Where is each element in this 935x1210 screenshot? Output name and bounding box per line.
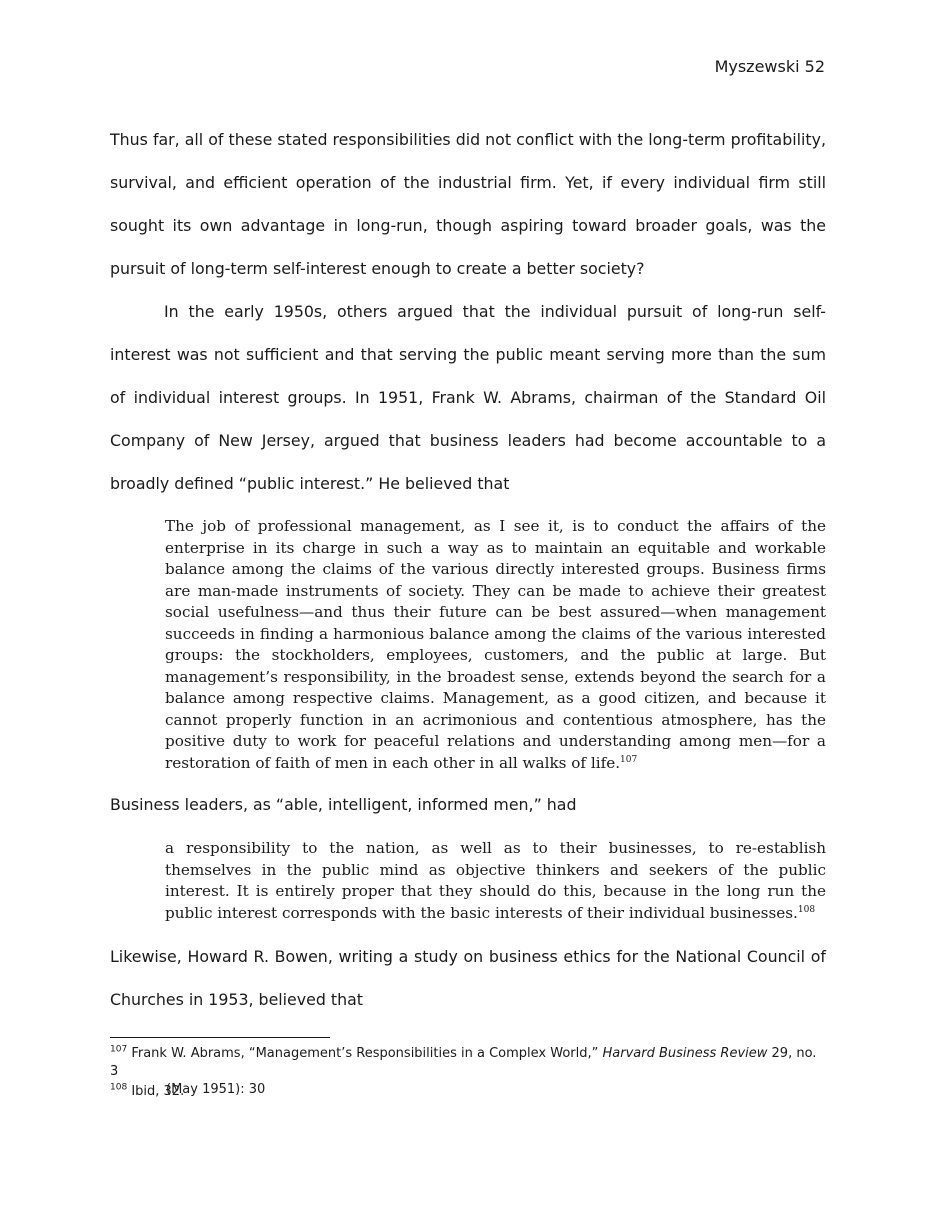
footnote-107-journal: Harvard Business Review: [602, 1046, 768, 1061]
footnote-107-continuation: (May 1951): 30: [166, 1082, 266, 1097]
footnote-107-line: [110, 1045, 826, 1081]
paragraph-1: Thus far, all of these stated responsibilities did not conflict with the long-term profitability, survival, and efficient operation of the industrial firm. Yet, if every individual firm still sought its own advantage in long-run, though aspiring toward broader goals, was the pursuit of long-term self-interest enough to create a better society?: [110, 130, 826, 278]
paragraph-4: Likewise, Howard R. Bowen, writing a study on business ethics for the National Council of Churches in 1953, believed that: [110, 947, 826, 1009]
paragraph-2: In the early 1950s, others argued that the individual pursuit of long-run self-interest was not sufficient and that serving the public meant serving more than the sum of individual interest groups. In 1951, Frank W. Abrams, chairman of the Standard Oil Company of New Jersey, argued that business leaders had become accountable to a broadly defined “public interest.” He believed that: [110, 302, 826, 493]
footnote-108-text: Ibid, 32.: [127, 1084, 185, 1099]
footnote-108: [110, 1083, 826, 1101]
block-quote-2-text: a responsibility to the nation, as well as to their businesses, to re-establish themselves in the public mind as objective thinkers and seekers of the public interest. It is entirely proper that they should do this, because in the long run the public interest corresponds with the basic interests of their individual businesses.: [165, 839, 826, 922]
block-quote-1-text: The job of professional management, as I see it, is to conduct the affairs of the enterprise in its charge in such a way as to maintain an equitable and workable balance among the claims of the various directly interested groups. Business firms are man-made instruments of society. They can be made to achieve their greatest social usefulness—and thus their future can be best assured—when management succeeds in finding a harmonious balance among the claims of the various interested groups: the stockholders, employees, customers, and the public at large. But management’s responsibility, in the broadest sense, extends beyond the search for a balance among respective claims. Management, as a good citizen, and because it cannot properly function in an acrimonious and contentious atmosphere, has the positive duty to work for peaceful relations and understanding among men—for a restoration of faith of men in each other in all walks of life.: [165, 517, 826, 772]
footnote-ref-107: 107: [620, 754, 638, 765]
footnote-107-text: Frank W. Abrams, “Management’s Responsibilities in a Complex World,”: [127, 1046, 603, 1061]
footnote-ref-108: 108: [797, 904, 816, 915]
footnote-107-volume: 29, no. 3: [110, 1046, 817, 1079]
running-head: Myszewski 52: [714, 57, 825, 76]
footnote-108-number: 108: [110, 1082, 128, 1093]
paragraph-3: Business leaders, as “able, intelligent, informed men,” had: [110, 795, 577, 814]
footnote-separator: [110, 1037, 330, 1038]
block-quote-1: [165, 516, 826, 774]
footnote-107-number: 107: [110, 1044, 128, 1055]
block-quote-2: [165, 838, 826, 924]
